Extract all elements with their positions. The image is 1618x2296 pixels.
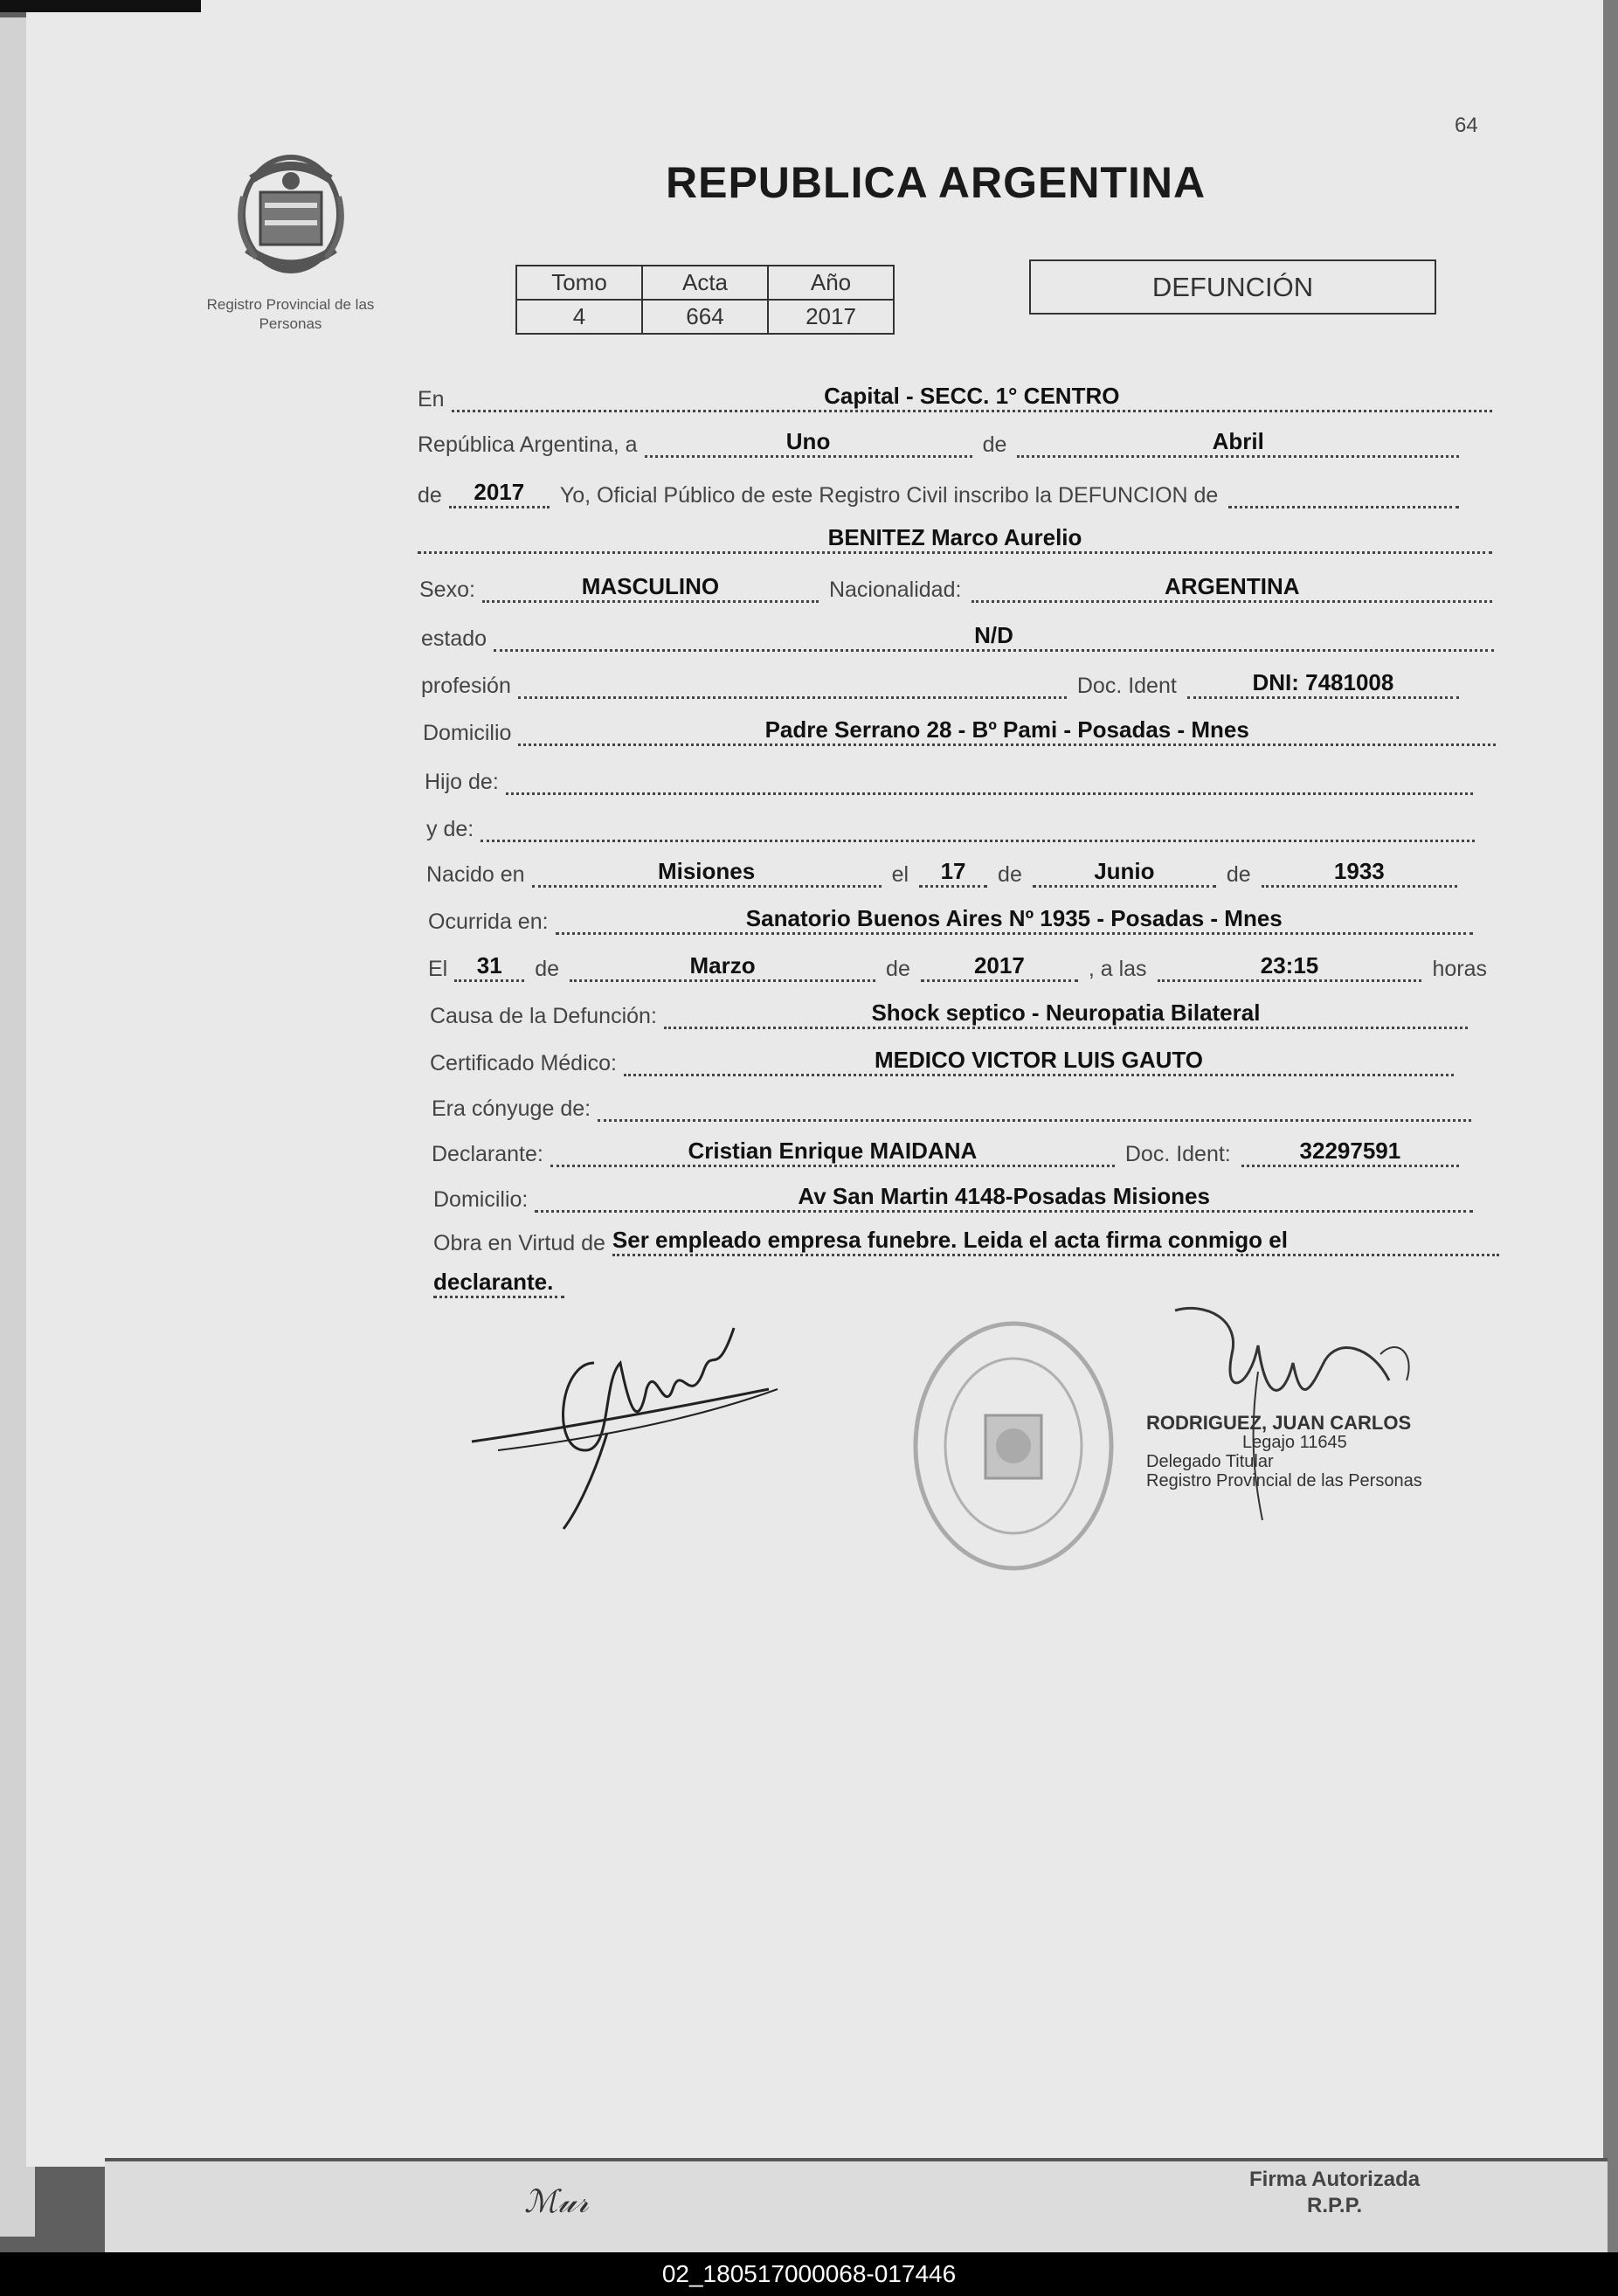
underlying-stamp-line: Firma Autorizada [1249,2168,1421,2191]
page-number: 64 [1455,114,1478,137]
underlying-stamp [1249,2167,1420,2219]
row-profession-doc [421,669,1459,699]
provincial-crest-logo [225,144,356,280]
label-declarant-doc: Doc. Ident: [1124,1142,1231,1166]
field-month: Abril [1017,428,1459,458]
field-birth-place: Misiones [532,858,882,888]
row-occurred [428,905,1473,935]
field-birth-year: 1933 [1262,858,1457,888]
field-profession [518,669,1067,699]
field-address: Padre Serrano 28 - Bº Pami - Posadas - Mnes [518,716,1496,746]
field-statement-end [1228,479,1459,508]
field-death-year: 2017 [921,952,1078,982]
field-nationality: ARGENTINA [971,573,1492,603]
officer-name: RODRIGUEZ, JUAN CARLOS [1146,1412,1412,1434]
row-spouse [432,1092,1471,1122]
table-cell: 2017 [768,300,894,334]
field-doc-ident: DNI: 7481008 [1187,669,1459,699]
field-birth-day: 17 [919,858,987,888]
underlying-signature: ℳ𝓊𝓇 [524,2184,589,2220]
table-header-row [516,266,894,300]
field-cause: Shock septico - Neuropatia Bilateral [664,999,1468,1029]
sheet-edge-right [1603,0,1618,2254]
row-birth [426,858,1457,888]
record-type-box: DEFUNCIÓN [1029,259,1436,315]
label-de-death: de [535,957,560,981]
row-status [421,622,1494,652]
field-reason-cont: declarante. [433,1269,564,1298]
row-reason-cont [433,1269,608,1298]
label-de-death-year: de [886,957,910,981]
label-de-birth: de [998,862,1022,887]
row-date [418,428,1459,458]
field-death-month: Marzo [570,952,875,982]
table-cell: 664 [642,300,768,334]
field-day: Uno [645,428,972,458]
declarant-signature [463,1311,795,1538]
label-profession: profesión [421,674,511,698]
table-header-cell: Acta [642,266,768,300]
label-de-birth-year: de [1226,862,1251,887]
underlying-stamp-line: R.P.P. [1306,2194,1363,2217]
field-death-day: 31 [454,952,524,982]
field-son-of [506,765,1473,795]
label-en: En [418,387,445,411]
row-address [423,716,1496,746]
label-occurred-in: Ocurrida en: [428,909,549,934]
table-header-cell: Tomo [516,266,642,300]
label-reason: Obra en Virtud de [433,1231,605,1255]
table-row [516,300,894,334]
field-and-of [481,813,1475,842]
field-deceased-name: BENITEZ Marco Aurelio [418,524,1492,554]
label-at-time: , a las [1088,957,1147,981]
row-death-date [428,952,1487,982]
officer-role: Delegado Titular [1146,1452,1274,1471]
field-status: N/D [494,622,1494,652]
file-name-footer: 02_180517000068-017446 [0,2252,1618,2296]
row-cause [430,999,1468,1029]
field-place: Capital - SECC. 1° CENTRO [452,383,1492,412]
officer-statement: Yo, Oficial Público de este Registro Civil inscribo la DEFUNCION de [559,483,1219,508]
row-reason [433,1227,1499,1256]
label-cause: Causa de la Defunción: [430,1004,657,1028]
label-and-of: y de: [426,817,474,841]
label-republica: República Argentina, a [418,432,638,457]
row-declarant [432,1138,1459,1167]
table-header-cell: Año [768,266,894,300]
field-death-time: 23:15 [1158,952,1422,982]
label-nationality: Nacionalidad: [828,577,962,602]
label-address: Domicilio [423,721,512,745]
field-sex: MASCULINO [482,573,819,603]
label-declarant-address: Domicilio: [433,1187,529,1212]
row-year [418,479,1459,508]
label-born-in: Nacido en [426,862,525,887]
officer-registry: Registro Provincial de las Personas [1146,1471,1422,1490]
official-stamp-seal [909,1315,1118,1577]
row-son-of [425,765,1473,795]
label-doc-ident: Doc. Ident [1076,674,1177,698]
field-certificate: MEDICO VICTOR LUIS GAUTO [624,1047,1454,1076]
field-birth-month: Junio [1033,858,1216,888]
label-declarant: Declarante: [432,1142,543,1166]
label-el: el [891,862,909,887]
label-de: de [982,432,1007,457]
label-el-death: El [428,957,448,981]
record-table [515,265,895,335]
field-occurred-in: Sanatorio Buenos Aires Nº 1935 - Posadas - Mnes [556,905,1473,935]
label-hours: horas [1432,957,1487,981]
label-status: estado [421,626,487,651]
row-name [418,524,1492,554]
field-reason: Ser empleado empresa funebre. Leida el acta firma conmigo el [612,1227,1499,1256]
row-certificate [430,1047,1454,1076]
field-declarant-address: Av San Martin 4148-Posadas Misiones [535,1183,1473,1213]
label-son-of: Hijo de: [425,770,499,794]
field-declarant-doc: 32297591 [1241,1138,1459,1167]
row-declarant-address [433,1183,1473,1213]
field-year: 2017 [449,479,550,508]
field-spouse [598,1092,1471,1122]
label-de-year: de [418,483,442,508]
row-and-of [426,813,1475,842]
label-certificate: Certificado Médico: [430,1051,617,1075]
label-spouse: Era cónyuge de: [432,1096,591,1121]
officer-legajo: Legajo 11645 [1242,1433,1347,1452]
page-title: REPUBLICA ARGENTINA [666,158,1207,207]
field-declarant: Cristian Enrique MAIDANA [550,1138,1115,1167]
row-place [418,383,1492,412]
row-sex-nationality [419,573,1492,603]
table-cell: 4 [516,300,642,334]
registry-name: Registro Provincial de las Personas [206,296,375,332]
label-sex: Sexo: [419,577,475,602]
scan-artifact [0,0,201,12]
officer-stamp [1146,1414,1422,1490]
